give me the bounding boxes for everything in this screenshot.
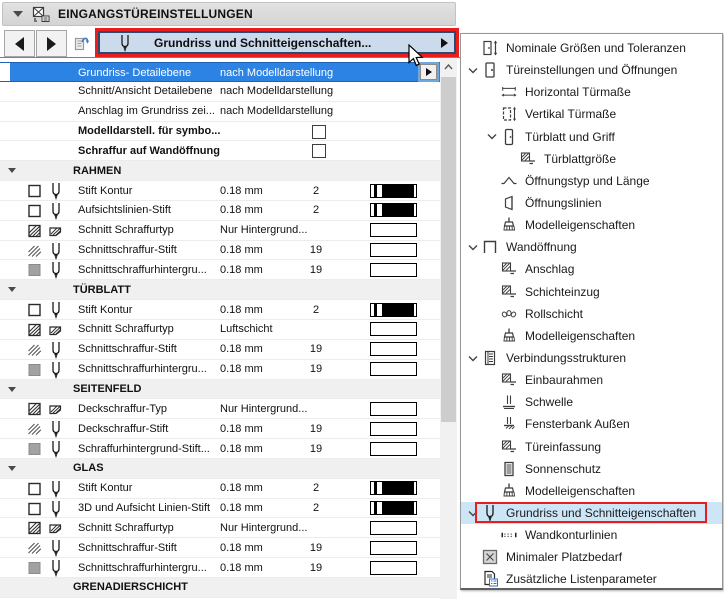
gray-square-icon <box>27 262 43 278</box>
square-icon <box>27 302 43 318</box>
section-row[interactable] <box>0 380 440 400</box>
row-label: Deckschraffur-Stift <box>78 422 169 435</box>
row-icons <box>27 262 64 278</box>
pen-preview[interactable] <box>370 561 417 575</box>
pen-number[interactable]: 2 <box>312 184 320 197</box>
hatch-lines-icon <box>27 243 43 259</box>
row-label: Schnitt Schraffurtyp <box>78 521 174 534</box>
row-label: Stift Kontur <box>78 303 133 316</box>
row-label: Schnittschraffur-Stift <box>78 343 177 356</box>
arrow-right-icon <box>47 37 56 51</box>
hatch-square-icon <box>27 322 43 338</box>
row-value[interactable]: 0.18 mm <box>220 422 263 435</box>
transfer-settings-button[interactable] <box>70 31 94 54</box>
pen-number[interactable]: 19 <box>309 343 323 356</box>
pen-number[interactable]: 19 <box>309 422 323 435</box>
row-label: Grundriss- Detailebene <box>78 66 192 79</box>
tree-item[interactable] <box>461 258 722 280</box>
previous-panel-button[interactable] <box>4 30 35 57</box>
row-icons <box>27 401 64 417</box>
table-row[interactable] <box>0 300 440 320</box>
section-row[interactable] <box>0 459 440 479</box>
brush-icon <box>500 482 518 500</box>
row-value[interactable]: 0.18 mm <box>220 303 263 316</box>
panel-header[interactable] <box>2 2 456 26</box>
table-row[interactable] <box>0 122 440 142</box>
pen-preview[interactable] <box>370 322 417 336</box>
highlight-frame-dropdown <box>95 28 459 57</box>
door-icon <box>481 61 499 79</box>
pen-preview[interactable] <box>370 243 417 257</box>
row-value[interactable]: Nur Hintergrund... <box>220 402 308 415</box>
pen-preview[interactable] <box>370 521 417 535</box>
hatch-lines-icon <box>27 421 43 437</box>
gray-square-icon <box>27 362 43 378</box>
row-icons <box>27 322 64 338</box>
flyout-arrow-icon <box>441 38 448 48</box>
tree-item-label: Verbindungsstrukturen <box>506 351 627 366</box>
opening-lines-icon <box>500 194 518 212</box>
pen-preview[interactable] <box>370 541 417 555</box>
hatch-detail-icon <box>519 150 537 168</box>
tree-item[interactable] <box>461 325 722 347</box>
scroll-up-button[interactable] <box>440 58 457 75</box>
row-label: Schnitt/Ansicht Detailebene <box>78 85 213 98</box>
tree-item[interactable] <box>461 347 722 369</box>
pen-preview[interactable] <box>370 223 417 237</box>
tree-item[interactable] <box>461 568 722 590</box>
table-row[interactable] <box>0 241 440 261</box>
row-value[interactable]: Nur Hintergrund... <box>220 224 308 237</box>
row-value[interactable]: 0.18 mm <box>220 482 263 495</box>
pen-icon <box>48 501 64 517</box>
table-row[interactable] <box>0 558 440 578</box>
table-row[interactable] <box>0 102 440 122</box>
row-label: Deckschraffur-Typ <box>78 402 168 415</box>
row-label: Modelldarstell. für symbo... <box>78 125 221 138</box>
row-icons <box>27 302 64 318</box>
panel-title: EINGANGSTÜREINSTELLUNGEN <box>58 7 253 21</box>
chevron-down-icon[interactable] <box>465 67 481 74</box>
hatch-fill-icon <box>48 322 64 338</box>
tree-item-label: Anschlag <box>525 262 575 277</box>
pen-number[interactable]: 2 <box>312 303 320 316</box>
hatch-detail-icon <box>500 283 518 301</box>
chevron-down-icon[interactable] <box>465 355 481 362</box>
checkbox[interactable] <box>312 125 326 139</box>
row-label: GLAS <box>73 462 104 475</box>
tree-item[interactable] <box>461 170 722 192</box>
table-row[interactable] <box>0 399 440 419</box>
tree-item-label: Grundriss und Schnitteigenschaften <box>506 506 697 521</box>
tree-item[interactable] <box>461 192 722 214</box>
vertical-scrollbar[interactable] <box>440 58 457 599</box>
hatch-detail-icon <box>500 438 518 456</box>
table-row[interactable] <box>0 320 440 340</box>
tree-item[interactable] <box>461 546 722 568</box>
hatch-square-icon <box>27 520 43 536</box>
tree-item-label: Öffnungslinien <box>525 196 602 211</box>
roll-layer-icon <box>500 305 518 323</box>
hatch-detail-icon <box>500 371 518 389</box>
settings-table <box>0 62 440 599</box>
door-leaf-icon <box>500 128 518 146</box>
threshold-icon <box>500 393 518 411</box>
pen-icon <box>48 243 64 259</box>
pen-number[interactable]: 2 <box>312 204 320 217</box>
row-value[interactable]: Nur Hintergrund... <box>220 521 308 534</box>
sill-icon <box>500 415 518 433</box>
pen-icon <box>48 203 64 219</box>
pen-number[interactable]: 19 <box>309 263 323 276</box>
table-row[interactable] <box>0 62 440 82</box>
tree-item[interactable] <box>461 103 722 125</box>
row-icons <box>27 223 64 239</box>
pen-preview[interactable] <box>370 303 417 317</box>
table-row[interactable] <box>0 221 440 241</box>
table-row[interactable] <box>0 260 440 280</box>
wall-opening-icon <box>481 238 499 256</box>
pen-preview[interactable] <box>370 442 417 456</box>
transfer-icon <box>73 34 91 52</box>
tree-item[interactable] <box>461 148 722 170</box>
section-collapse-icon[interactable] <box>8 287 16 292</box>
hatch-fill-icon <box>48 401 64 417</box>
brush-icon <box>500 216 518 234</box>
tree-item[interactable] <box>461 303 722 325</box>
pen-number[interactable]: 2 <box>312 502 320 515</box>
pen-preview[interactable] <box>370 481 417 495</box>
pen-preview[interactable] <box>370 184 417 198</box>
tree-item-label: Türblattgröße <box>544 151 617 166</box>
row-label: TÜRBLATT <box>73 283 131 296</box>
row-flyout-button[interactable] <box>420 64 437 80</box>
arrow-left-icon <box>15 37 24 51</box>
hatch-detail-icon <box>500 260 518 278</box>
tree-item[interactable] <box>461 126 722 148</box>
row-value[interactable]: nach Modelldarstellung <box>220 105 334 118</box>
tree-item[interactable] <box>461 480 722 502</box>
row-icons <box>27 362 64 378</box>
tree-item-label: Einbaurahmen <box>525 373 604 388</box>
pen-icon <box>48 183 64 199</box>
contour-lines-icon <box>500 526 518 544</box>
row-label: Schnitt Schraffurtyp <box>78 224 174 237</box>
tree-item[interactable] <box>461 391 722 413</box>
row-label: Aufsichtslinien-Stift <box>78 204 171 217</box>
door-size-icon <box>481 39 499 57</box>
tree-item-label: Horizontal Türmaße <box>525 85 631 100</box>
hatch-lines-icon <box>27 342 43 358</box>
section-row[interactable] <box>0 280 440 300</box>
row-value[interactable]: 0.18 mm <box>220 541 263 554</box>
pen-icon <box>48 262 64 278</box>
pen-icon <box>116 34 134 52</box>
pen-number[interactable]: 19 <box>309 244 323 257</box>
table-row[interactable] <box>0 518 440 538</box>
gray-square-icon <box>27 441 43 457</box>
chevron-down-icon[interactable] <box>465 510 481 517</box>
section-collapse-icon[interactable] <box>8 466 16 471</box>
tree-item[interactable] <box>461 37 722 59</box>
tree-item[interactable] <box>461 524 722 546</box>
table-row[interactable] <box>0 141 440 161</box>
row-icons <box>27 501 64 517</box>
pen-icon <box>48 481 64 497</box>
pen-number[interactable]: 19 <box>309 442 323 455</box>
tree-item-label: Wandkonturlinien <box>525 528 618 543</box>
tree-item-label: Minimaler Platzbedarf <box>506 550 623 565</box>
hatch-lines-icon <box>27 540 43 556</box>
hatch-fill-icon <box>48 520 64 536</box>
panel-selector-dropdown[interactable] <box>98 31 456 54</box>
pen-preview[interactable] <box>370 203 417 217</box>
hatch-square-icon <box>27 401 43 417</box>
row-icons <box>27 183 64 199</box>
table-row[interactable] <box>0 201 440 221</box>
tree-item-label: Schwelle <box>525 395 574 410</box>
row-icons <box>27 540 64 556</box>
tree-item[interactable] <box>461 81 722 103</box>
structures-icon <box>481 349 499 367</box>
door-settings-icon <box>32 5 50 23</box>
row-label: Schnittschraffurhintergru... <box>78 263 207 276</box>
pen-number[interactable]: 19 <box>309 541 323 554</box>
table-row[interactable] <box>0 499 440 519</box>
tree-item[interactable] <box>461 281 722 303</box>
tree-item-label: Türeinfassung <box>525 439 602 454</box>
list-doc-icon <box>481 570 499 588</box>
tree-item[interactable] <box>461 502 722 524</box>
row-value[interactable]: 0.18 mm <box>220 263 263 276</box>
row-label: Schnittschraffur-Stift <box>78 244 177 257</box>
table-row[interactable] <box>0 340 440 360</box>
row-label: Schnittschraffur-Stift <box>78 541 177 554</box>
row-label: SEITENFELD <box>73 383 142 395</box>
collapse-triangle-icon[interactable] <box>13 11 23 17</box>
row-label: GRENADIERSCHICHT <box>73 581 188 594</box>
pen-icon <box>48 560 64 576</box>
row-value[interactable]: 0.18 mm <box>220 204 263 217</box>
chevron-down-icon[interactable] <box>484 133 500 140</box>
tree-item-label: Wandöffnung <box>506 240 577 255</box>
row-label: Schnittschraffurhintergru... <box>78 363 207 376</box>
row-icons <box>27 203 64 219</box>
row-label: Schnitt Schraffurtyp <box>78 323 174 336</box>
tree-item[interactable] <box>461 236 722 258</box>
tree-item-label: Türeinstellungen und Öffnungen <box>506 63 678 78</box>
section-collapse-icon[interactable] <box>8 387 16 392</box>
row-label: Stift Kontur <box>78 482 133 495</box>
hatch-fill-icon <box>48 223 64 239</box>
pen-number[interactable]: 2 <box>312 482 320 495</box>
brush-icon <box>500 327 518 345</box>
row-value[interactable]: 0.18 mm <box>220 184 263 197</box>
tree-item-label: Modelleigenschaften <box>525 328 636 343</box>
row-icons <box>27 342 64 358</box>
row-value[interactable]: nach Modelldarstellung <box>220 85 334 98</box>
row-value[interactable]: 0.18 mm <box>220 561 263 574</box>
pen-icon <box>48 540 64 556</box>
section-row[interactable] <box>0 161 440 181</box>
tree-item-label: Sonnenschutz <box>525 461 602 476</box>
row-label: Schraffurhintergrund-Stift... <box>78 442 210 455</box>
row-icons <box>27 520 64 536</box>
row-icons <box>27 243 64 259</box>
section-collapse-icon[interactable] <box>8 168 16 173</box>
row-icons <box>27 560 64 576</box>
pen-icon <box>48 421 64 437</box>
tree-item[interactable] <box>461 59 722 81</box>
tree-item-label: Fensterbank Außen <box>525 417 630 432</box>
row-label: 3D und Aufsicht Linien-Stift <box>78 502 211 515</box>
tree-item-label: Schichteinzug <box>525 284 600 299</box>
tree-item-label: Öffnungstyp und Länge <box>525 173 650 188</box>
tree-item[interactable] <box>461 369 722 391</box>
vert-dim-icon <box>500 105 518 123</box>
tree-item-label: Modelleigenschaften <box>525 218 636 233</box>
row-value[interactable]: nach Modelldarstellung <box>220 66 334 79</box>
pen-number[interactable]: 19 <box>309 363 323 376</box>
table-row[interactable] <box>0 181 440 201</box>
pen-icon <box>481 504 499 522</box>
row-value[interactable]: 0.18 mm <box>220 363 263 376</box>
pen-icon <box>48 302 64 318</box>
square-icon <box>27 203 43 219</box>
section-row[interactable] <box>0 578 440 598</box>
tree-item-label: Modelleigenschaften <box>525 483 636 498</box>
opening-type-icon <box>500 172 518 190</box>
checkbox[interactable] <box>312 144 326 158</box>
tree-item-label: Nominale Größen und Toleranzen <box>506 41 686 56</box>
pen-preview[interactable] <box>370 402 417 416</box>
pen-icon <box>48 342 64 358</box>
pen-preview[interactable] <box>370 501 417 515</box>
row-label: RAHMEN <box>73 164 122 177</box>
tree-item[interactable] <box>461 436 722 458</box>
pen-icon <box>48 362 64 378</box>
tree-item-label: Zusätzliche Listenparameter <box>506 572 657 587</box>
panel-selector-label: Grundriss und Schnitteigenschaften... <box>154 35 372 50</box>
separator <box>0 57 460 58</box>
square-icon <box>27 183 43 199</box>
tree-item-label: Vertikal Türmaße <box>525 107 617 122</box>
scrollbar-thumb[interactable] <box>441 77 456 422</box>
row-value[interactable]: 0.18 mm <box>220 442 263 455</box>
tree-item[interactable] <box>461 458 722 480</box>
pen-number[interactable]: 19 <box>309 561 323 574</box>
pen-icon <box>48 441 64 457</box>
pen-preview[interactable] <box>370 263 417 277</box>
row-icons <box>27 421 64 437</box>
panel-tree-popup <box>460 33 723 590</box>
square-icon <box>27 481 43 497</box>
hatch-square-icon <box>27 223 43 239</box>
tree-item[interactable] <box>461 214 722 236</box>
table-row[interactable] <box>0 439 440 459</box>
row-value[interactable]: Luftschicht <box>220 323 273 336</box>
table-row[interactable] <box>0 479 440 499</box>
pen-preview[interactable] <box>370 422 417 436</box>
tree-item-label: Türblatt und Griff <box>525 129 615 144</box>
row-value[interactable]: 0.18 mm <box>220 502 263 515</box>
tree-item-label: Rollschicht <box>525 306 584 321</box>
tree-item[interactable] <box>461 413 722 435</box>
boxed-x-icon <box>481 548 499 566</box>
row-label: Schraffur auf Wandöffnung <box>78 144 220 157</box>
row-value[interactable]: 0.18 mm <box>220 244 263 257</box>
table-row[interactable] <box>0 360 440 380</box>
pen-preview[interactable] <box>370 362 417 376</box>
row-label: Schnittschraffurhintergru... <box>78 561 207 574</box>
row-icons <box>27 441 64 457</box>
square-icon <box>27 501 43 517</box>
next-panel-button[interactable] <box>36 30 67 57</box>
table-row[interactable] <box>0 538 440 558</box>
gray-square-icon <box>27 560 43 576</box>
row-icons <box>27 481 64 497</box>
table-row[interactable] <box>0 82 440 102</box>
pen-preview[interactable] <box>370 342 417 356</box>
shutter-icon <box>500 460 518 478</box>
horiz-dim-icon <box>500 83 518 101</box>
table-row[interactable] <box>0 419 440 439</box>
chevron-down-icon[interactable] <box>465 244 481 251</box>
row-value[interactable]: 0.18 mm <box>220 343 263 356</box>
row-label: Anschlag im Grundriss zei... <box>78 105 215 118</box>
row-label: Stift Kontur <box>78 184 133 197</box>
